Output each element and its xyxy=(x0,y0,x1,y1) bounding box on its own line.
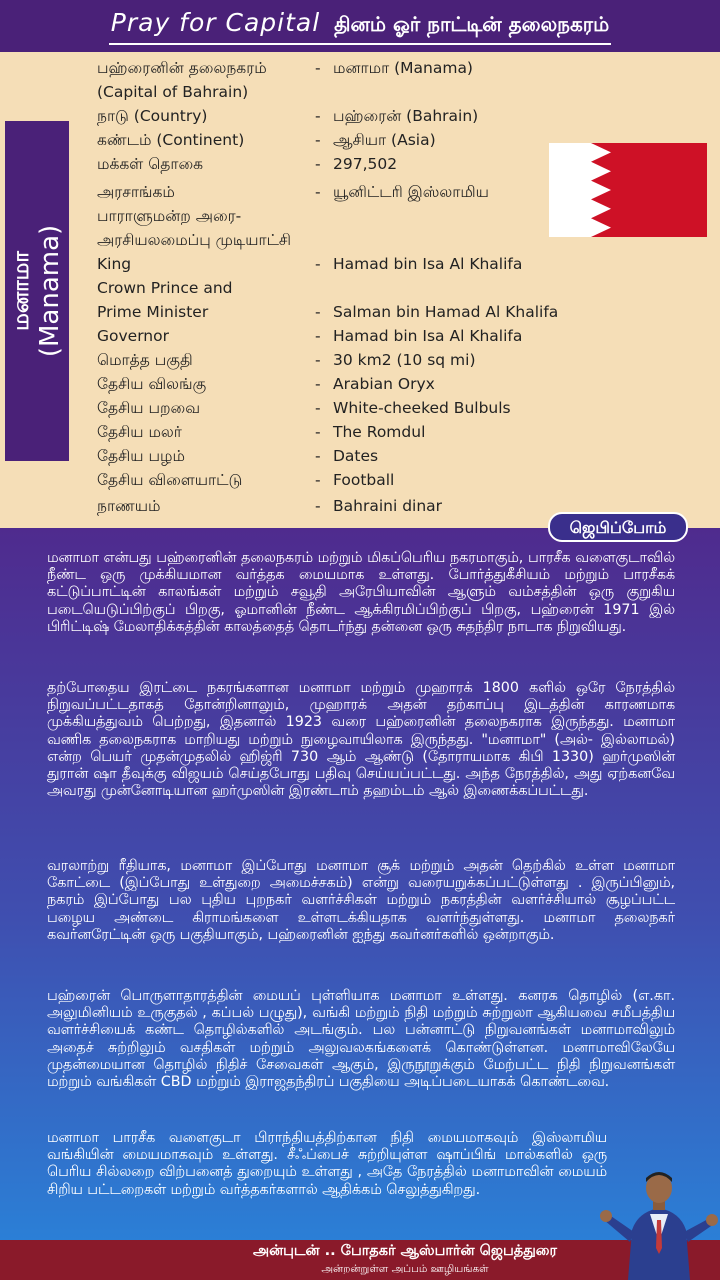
fact-label: நாணயம் xyxy=(97,497,161,515)
fact-label: Prime Minister xyxy=(97,303,209,321)
paragraph-1: மனாமா என்பது பஹ்ரைனின் தலைநகரம் மற்றும் மிகப்பெரிய நகரமாகும், பாரசீக வளைகுடாவில் நீண்ட ஒரு முக்கியமான வர்த்தக மையமாக உள்ளது. போர்த்துகீசியம் மற்றும் பாரசீகக் கட்டுப்பாட்டின் காலங்கள் மற்றும் சவூதி அரேபியாவின் ஆளும் வம்சத்தின் ஒரு குறுகிய படையெடுப்பிற்குப் பிறகு, ஓமானின் நீண்ட ஆக்கிரமிப்பிற்குப் பிறகு, பஹ்ரைன் 1971 இல் பிரிட்டிஷ் மேலாதிக்கத்தின் காலத்தைத் தொடர்ந்து தன்னை ஒரு சுதந்திர நாடாக நிறுவியது. xyxy=(47,550,675,635)
fact-label: தேசிய விலங்கு xyxy=(97,375,207,393)
capital-side-label xyxy=(5,121,69,461)
fact-dash: - xyxy=(315,375,321,393)
fact-dash: - xyxy=(315,255,321,273)
fact-dash: - xyxy=(315,351,321,369)
signature-name: அன்புடன் .. போதகர் ஆஸ்பார்ன் ஜெபத்துரை xyxy=(252,1243,558,1259)
fact-dash: - xyxy=(315,423,321,441)
fact-value: Hamad bin Isa Al Khalifa xyxy=(333,255,523,273)
fact-dash: - xyxy=(315,327,321,345)
side-label-english: (Manama) xyxy=(35,224,65,358)
fact-dash: - xyxy=(315,471,321,489)
ministry-name: அன்றன்றுள்ள அப்பம் ஊழியங்கள் xyxy=(321,1263,489,1275)
paragraph-5: மனாமா பாரசீக வளைகுடா பிராந்தியத்திற்கான நிதி மையமாகவும் இஸ்லாமிய வங்கியின் மையமாகவும் உள்ளது. சீஃப்பைச் சுற்றியுள்ள ஷாப்பிங் மால்களில் ஒரு பெரிய சில்லறை விற்பனைத் துறையும் உள்ளது , அதே நேரத்தில் மனாமாவின் மையம் சிறிய பட்டறைகள் மற்றும் வர்த்தகர்களால் ஆதிக்கம் செலுத்துகிறது. xyxy=(47,1130,607,1198)
fact-label: தேசிய பறவை xyxy=(97,399,201,417)
title-english: Pray for Capital xyxy=(110,8,321,37)
fact-value: மனாமா (Manama) xyxy=(333,59,473,77)
fact-value: ஆசியா (Asia) xyxy=(333,131,436,149)
fact-label: அரசியலமைப்பு முடியாட்சி xyxy=(97,231,292,249)
fact-value: White-cheeked Bulbuls xyxy=(333,399,511,417)
pray-button[interactable]: ஜெபிப்போம் xyxy=(548,512,688,542)
fact-label: மொத்த பகுதி xyxy=(97,351,193,369)
signature xyxy=(210,1240,600,1280)
fact-dash: - xyxy=(315,303,321,321)
fact-dash: - xyxy=(315,497,321,515)
paragraph-2: தற்போதைய இரட்டை நகரங்களான மனாமா மற்றும் முஹாரக் 1800 களில் ஒரே நேரத்தில் நிறுவப்பட்டதாகத் தோன்றினாலும், முஹாரக் அதன் தற்காப்பு இடத்தின் காரணமாக முக்கியத்துவம் பெற்றது, இதனால் 1923 வரை பஹ்ரைனின் தலைநகராக இருந்தது. மனாமா வணிக தலைநகராக மாறியது மற்றும் நுழைவாயிலாக இருந்தது. "மனாமா" (அல்- இல்லாமல்) என்ற பெயர் முதன்முதலில் ஹிஜ்ரி 730 ஆம் ஆண்டு (தோராயமாக கிபி 1330) ஹர்முஸின் துரான் ஷா தீவுக்கு விஜயம் செய்தபோது பதிவு செய்யப்பட்டது. அந்த நேரத்தில், அது ஏற்கனவே அவரது முன்னோடியான ஹர்முஸின் இரண்டாம் தஹம்டம் ஆல் இணைக்கப்பட்டது. xyxy=(47,680,675,800)
fact-label: பாராளுமன்ற அரை- xyxy=(97,207,242,225)
paragraph-4: பஹ்ரைன் பொருளாதாரத்தின் மையப் புள்ளியாக மனாமா உள்ளது. கனரக தொழில் (எ.கா. அலுமினியம் உருகுதல் , கப்பல் பழுது), வங்கி மற்றும் நிதி மற்றும் சுற்றுலா ஆகியவை சமீபத்திய வளர்ச்சியைக் கண்ட தொழில்களில் அடங்கும். பல பன்னாட்டு நிறுவனங்கள் மனாமாவிலும் அதைச் சுற்றிலும் வசதிகள் மற்றும் அலுவலகங்களைக் கொண்டுள்ளன. மனாமாவிலேயே முதன்மையான தொழில் நிதிச் சேவைகள் ஆகும், இருநூறுக்கும் மேற்பட்ட நிதி நிறுவனங்கள் மற்றும் வங்கிகள் CBD மற்றும் இராஜதந்திரப் பகுதியை அடிப்படையாகக் கொண்டவை. xyxy=(47,988,675,1091)
fact-value: Arabian Oryx xyxy=(333,375,435,393)
fact-dash: - xyxy=(315,399,321,417)
fact-value: Salman bin Hamad Al Khalifa xyxy=(333,303,559,321)
fact-dash: - xyxy=(315,155,321,173)
header-bar xyxy=(0,0,720,52)
fact-dash: - xyxy=(315,447,321,465)
fact-dash: - xyxy=(315,107,321,125)
fact-label: King xyxy=(97,255,132,273)
fact-label: (Capital of Bahrain) xyxy=(97,83,249,101)
fact-label: நாடு (Country) xyxy=(97,107,208,125)
fact-value: Dates xyxy=(333,447,379,465)
fact-dash: - xyxy=(315,183,321,201)
paragraph-3: வரலாற்று ரீதியாக, மனாமா இப்போது மனாமா சூக் மற்றும் அதன் தெற்கில் உள்ள மனாமா கோட்டை (இப்போது உள்துறை அமைச்சகம்) என்று வரையறுக்கப்பட்டுள்ளது . இருப்பினும், நகரம் இப்போது பல புதிய புறநகர் வளர்ச்சிகள் மற்றும் நகரத்தின் வளர்ச்சியால் சூழப்பட்ட பழைய அண்டை கிராமங்களை உள்ளடக்கியதாக வளர்ந்துள்ளது. மனாமா தலைநகர் கவர்னரேட்டின் ஒரு பகுதியாகும், பஹ்ரைனின் ஐந்து கவர்னர்களில் ஒன்றாகும். xyxy=(47,858,675,943)
fact-value: Football xyxy=(333,471,395,489)
fact-label: அரசாங்கம் xyxy=(97,183,175,201)
fact-value: யூனிட்டரி இஸ்லாமிய xyxy=(333,183,489,201)
fact-label: மக்கள் தொகை xyxy=(97,155,204,173)
fact-value: 297,502 xyxy=(333,155,398,173)
pastor-photo xyxy=(598,1168,720,1280)
fact-dash: - xyxy=(315,59,321,77)
fact-label: தேசிய மலர் xyxy=(97,423,182,441)
fact-value: Hamad bin Isa Al Khalifa xyxy=(333,327,523,345)
page-title xyxy=(109,4,611,45)
fact-label: தேசிய விளையாட்டு xyxy=(97,471,243,489)
fact-label: பஹ்ரைனின் தலைநகரம் xyxy=(97,59,267,77)
fact-label: Governor xyxy=(97,327,169,345)
fact-value: 30 km2 (10 sq mi) xyxy=(333,351,476,369)
fact-value: பஹ்ரைன் (Bahrain) xyxy=(333,107,479,125)
bahrain-flag xyxy=(549,143,707,237)
fact-label: Crown Prince and xyxy=(97,279,233,297)
fact-value: Bahraini dinar xyxy=(333,497,443,515)
fact-label: கண்டம் (Continent) xyxy=(97,131,245,149)
side-label-tamil: மனாமா xyxy=(9,251,34,331)
fact-label: தேசிய பழம் xyxy=(97,447,185,465)
fact-dash: - xyxy=(315,131,321,149)
fact-value: The Romdul xyxy=(333,423,426,441)
title-tamil: தினம் ஓர் நாட்டின் தலைநகரம் xyxy=(334,12,610,36)
